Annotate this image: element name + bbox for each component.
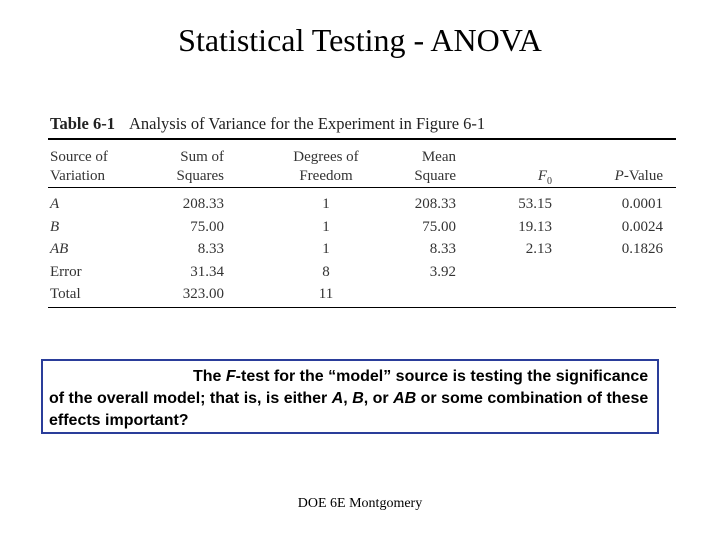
- header-source: [50, 148, 108, 186]
- cell-source: Total: [50, 286, 81, 302]
- note-b: B: [352, 390, 364, 407]
- cell-ss: 31.34: [190, 263, 224, 280]
- cell-ms: 8.33: [429, 241, 456, 257]
- cell-p: 0.1826: [621, 241, 663, 257]
- cell-f: 53.15: [518, 196, 552, 212]
- cell-source: A: [50, 196, 60, 212]
- note-a: A: [331, 390, 344, 407]
- header-f-subscript: 0: [547, 176, 552, 187]
- cell-f: 2.13: [525, 241, 552, 257]
- cell-ss: 8.33: [197, 241, 224, 257]
- anova-table: [48, 110, 676, 310]
- header-pvalue: [553, 167, 663, 186]
- header-ss: [104, 148, 224, 186]
- header-f-letter: F: [537, 168, 547, 184]
- note-box: [41, 359, 659, 434]
- table-bottom-rule: [48, 307, 676, 308]
- table-header-rule: [48, 187, 676, 188]
- cell-df: 1: [322, 218, 330, 235]
- cell-df: 1: [322, 241, 330, 257]
- cell-ms: 75.00: [422, 218, 456, 235]
- header-p-rest: -Value: [623, 168, 663, 184]
- note-part2: -test for the “model” source is testing the significance of the overall model; that is, is either: [49, 368, 649, 407]
- note-text: [49, 368, 648, 429]
- cell-df: 1: [322, 196, 330, 212]
- cell-p: 0.0024: [621, 218, 663, 235]
- cell-ms: 3.92: [429, 263, 456, 280]
- header-ms: [346, 148, 456, 186]
- header-source-line1: Source of: [50, 149, 108, 165]
- note-part3: or some combination of these effects important?: [49, 390, 649, 429]
- header-ms-line1: Mean: [421, 149, 456, 165]
- cell-source: B: [50, 218, 60, 235]
- cell-p: 0.0001: [621, 196, 663, 212]
- footer-credit: DOE 6E Montgomery: [297, 496, 423, 511]
- note-sep2: , or: [363, 390, 394, 407]
- cell-df: 11: [318, 286, 334, 302]
- header-df-line2: Freedom: [299, 168, 353, 184]
- cell-f: 19.13: [518, 218, 552, 235]
- cell-source: Error: [50, 263, 82, 280]
- table-caption-text: Analysis of Variance for the Experiment in Figure 6-1: [128, 114, 486, 133]
- cell-df: 8: [322, 263, 330, 280]
- note-f: F: [225, 368, 236, 385]
- header-ss-line2: Squares: [176, 168, 224, 184]
- note-part1: The: [193, 368, 226, 385]
- note-ab: AB: [393, 390, 417, 407]
- header-ms-line2: Square: [414, 168, 456, 184]
- slide-title: Statistical Testing - ANOVA: [178, 22, 542, 58]
- note-sep1: ,: [343, 390, 353, 407]
- header-source-line2: Variation: [50, 168, 105, 184]
- cell-ss: 208.33: [182, 196, 224, 212]
- table-caption: [50, 114, 485, 134]
- cell-ms: 208.33: [414, 196, 456, 212]
- table-label: Table 6-1: [50, 114, 115, 133]
- cell-source: AB: [50, 241, 69, 257]
- header-df-line1: Degrees of: [293, 149, 359, 165]
- header-p-letter: P: [614, 168, 624, 184]
- cell-ss: 75.00: [190, 218, 224, 235]
- cell-ss: 323.00: [182, 286, 224, 302]
- table-top-rule: [48, 138, 676, 140]
- header-ss-line1: Sum of: [180, 149, 224, 165]
